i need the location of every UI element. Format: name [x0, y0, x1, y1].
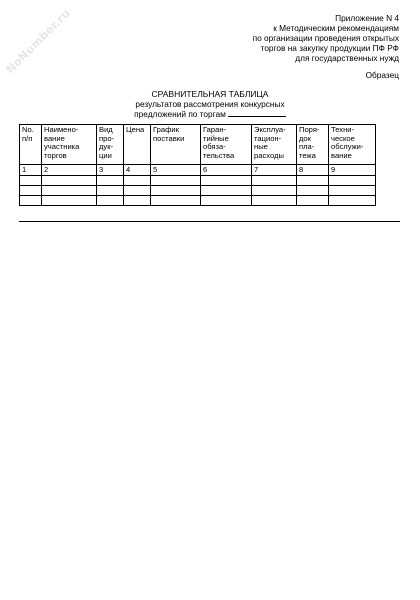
tender-fill-blank — [228, 109, 286, 117]
empty-cell — [151, 185, 201, 195]
empty-cell — [329, 195, 376, 205]
tenders-label: предложений по торгам — [134, 109, 226, 119]
empty-cell — [297, 175, 329, 185]
empty-cell — [201, 175, 252, 185]
appendix-line: по организации проведения открытых — [252, 33, 399, 43]
empty-cell — [124, 185, 151, 195]
table-row — [20, 175, 376, 185]
empty-cell — [97, 175, 124, 185]
header-cell: Вид про- дук- ции — [97, 125, 124, 165]
column-number-cell: 7 — [252, 165, 297, 176]
column-number-cell: 4 — [124, 165, 151, 176]
empty-cell — [20, 185, 42, 195]
empty-cell — [20, 195, 42, 205]
horizontal-rule — [19, 221, 400, 222]
table-row — [20, 185, 376, 195]
empty-cell — [252, 195, 297, 205]
header-cell: Техни- ческое обслужи- вание — [329, 125, 376, 165]
column-number-cell: 2 — [42, 165, 97, 176]
table-body — [20, 125, 376, 206]
column-number-cell: 6 — [201, 165, 252, 176]
empty-cell — [201, 195, 252, 205]
header-cell: Наимено- вание участника торгов — [42, 125, 97, 165]
appendix-line: для государственных нужд — [295, 53, 399, 63]
table-row — [20, 125, 376, 165]
empty-cell — [20, 175, 42, 185]
empty-cell — [201, 185, 252, 195]
title-line: СРАВНИТЕЛЬНАЯ ТАБЛИЦА — [151, 89, 269, 99]
table-row — [20, 165, 376, 176]
header-cell: Поря- док пла- тежа — [297, 125, 329, 165]
sample-label: Образец — [365, 70, 399, 80]
header-cell: График поставки — [151, 125, 201, 165]
appendix-line: торгов на закупку продукции ПФ РФ — [260, 43, 399, 53]
subtitle-line: результатов рассмотрения конкурсных — [135, 98, 285, 109]
empty-cell — [329, 175, 376, 185]
header-cell: Гаран- тийные обяза- тельства — [201, 125, 252, 165]
empty-cell — [124, 195, 151, 205]
column-number-cell: 3 — [97, 165, 124, 176]
empty-cell — [252, 185, 297, 195]
appendix-line: Приложение N 4 — [335, 13, 399, 23]
column-number-cell: 5 — [151, 165, 201, 176]
appendix-note — [253, 13, 399, 63]
appendix-line: к Методическим рекомендациям — [273, 23, 399, 33]
empty-cell — [42, 185, 97, 195]
empty-cell — [97, 195, 124, 205]
empty-cell — [297, 185, 329, 195]
empty-cell — [151, 195, 201, 205]
table-row — [20, 195, 376, 205]
column-number-cell: 1 — [20, 165, 42, 176]
header-cell: Эксплуа- тацион- ные расходы — [252, 125, 297, 165]
empty-cell — [97, 185, 124, 195]
header-cell: Цена — [124, 125, 151, 165]
empty-cell — [42, 195, 97, 205]
empty-cell — [151, 175, 201, 185]
empty-cell — [42, 175, 97, 185]
header-cell: No. п/п — [20, 125, 42, 165]
watermark: NoNumber.ru — [3, 6, 73, 76]
comparison-table — [19, 124, 376, 206]
empty-cell — [329, 185, 376, 195]
column-number-cell: 8 — [297, 165, 329, 176]
empty-cell — [124, 175, 151, 185]
document-title — [100, 90, 320, 120]
column-number-cell: 9 — [329, 165, 376, 176]
tenders-line — [100, 109, 320, 120]
empty-cell — [297, 195, 329, 205]
empty-cell — [252, 175, 297, 185]
